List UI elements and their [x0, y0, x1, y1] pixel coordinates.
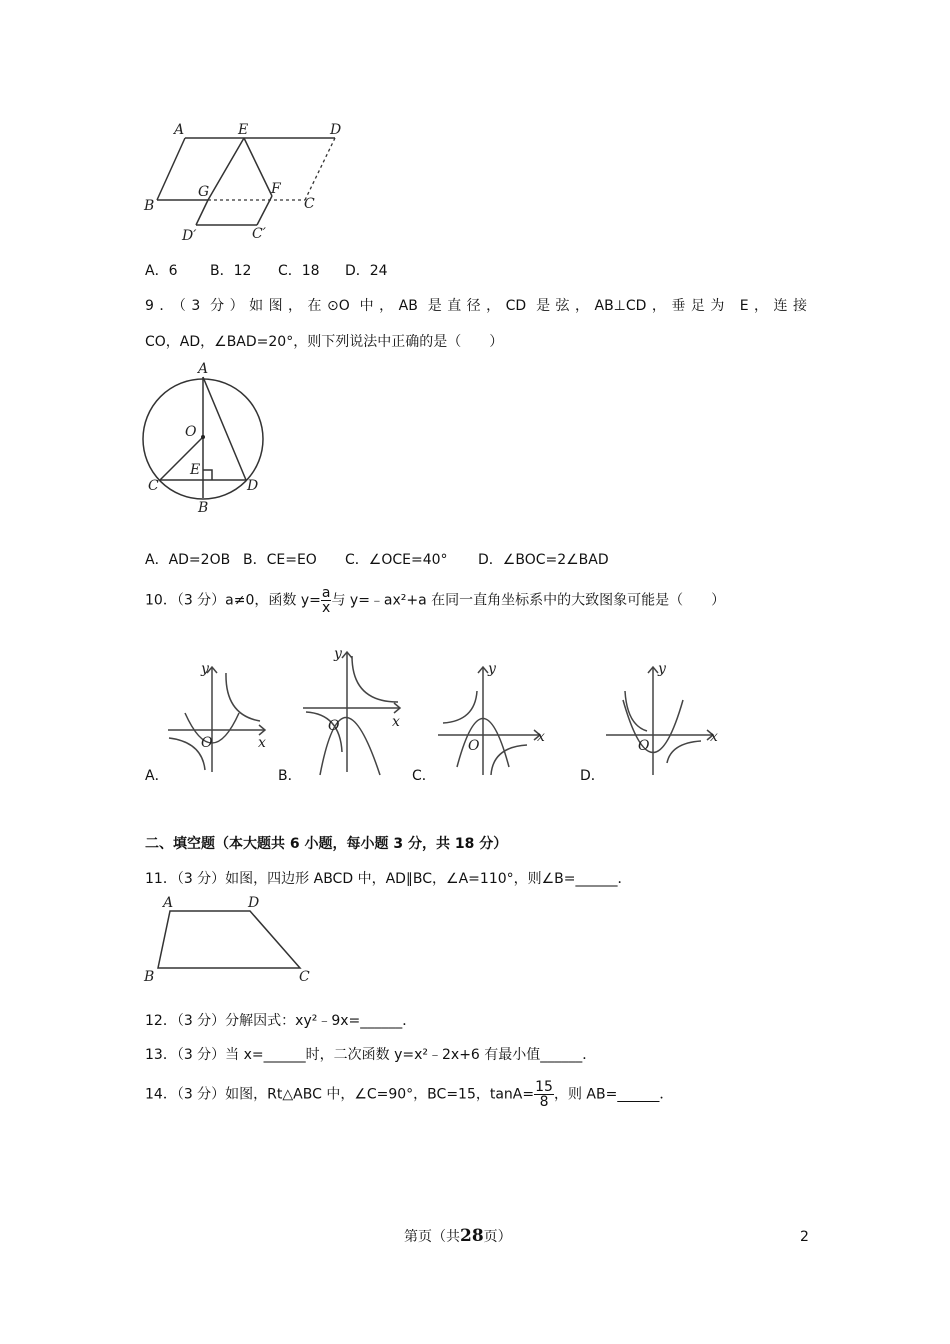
q10-b-y-label: y — [334, 646, 342, 662]
q10-a-y-label: y — [201, 661, 209, 677]
q10-c-y-label: y — [488, 661, 496, 677]
q9-label-a: A — [198, 361, 209, 377]
q8-option-c: C．18 — [278, 263, 320, 279]
q11-figure — [140, 893, 320, 988]
q10-prefix: 10．（3 分）a≠0，函数 y= — [145, 592, 321, 609]
q11-label-b: B — [144, 969, 155, 985]
q10-suffix: 与 y=﹣ax²+a 在同一直角坐标系中的大致图象可能是（ ） — [331, 592, 726, 609]
q10-option-a: A． — [145, 768, 169, 784]
q8-label-b: B — [144, 198, 155, 214]
q10-d-y-label: y — [658, 661, 666, 677]
q9-option-d: D．∠BOC=2∠BAD — [478, 552, 609, 568]
q8-figure — [140, 120, 360, 245]
q11-question: 11．（3 分）如图，四边形 ABCD 中，AD∥BC，∠A=110°，则∠B=______． — [145, 871, 632, 887]
q9-option-b: B．CE=EO — [243, 552, 317, 568]
q14-question — [145, 1080, 673, 1109]
q10-graph-d — [603, 655, 723, 780]
q8-label-d-prime: D′ — [182, 228, 197, 244]
q10-d-origin-label: O — [638, 738, 650, 754]
q8-option-b: B．12 — [210, 263, 252, 279]
q8-option-d: D．24 — [345, 263, 388, 279]
q10-c-origin-label: O — [468, 738, 480, 754]
q10-frac-den: x — [322, 600, 331, 616]
q9-label-o: O — [185, 424, 197, 440]
q11-label-c: C — [299, 969, 310, 985]
footer-pre: 第页（共 — [404, 1229, 460, 1245]
footer-post: 页） — [483, 1229, 512, 1245]
q12-question: 12．（3 分）分解因式：xy²﹣9x=______． — [145, 1013, 417, 1029]
q10-graph-c — [435, 655, 550, 780]
q8-label-c-prime: C′ — [252, 226, 266, 242]
q11-label-d: D — [248, 895, 260, 911]
q14-prefix: 14．（3 分）如图，Rt△ABC 中，∠C=90°，BC=15，tanA= — [145, 1086, 535, 1103]
q9-label-d: D — [247, 478, 259, 494]
q9-question-line2: CO，AD，∠BAD=20°，则下列说法中正确的是（ ） — [145, 334, 504, 350]
q14-frac-num: 15 — [535, 1079, 553, 1095]
section-2-heading: 二、填空题（本大题共 6 小题，每小题 3 分，共 18 分） — [145, 836, 508, 852]
q11-label-a: A — [163, 895, 174, 911]
q10-option-b: B． — [278, 768, 302, 784]
q9-label-b: B — [198, 500, 209, 516]
q14-fraction — [534, 1080, 554, 1109]
q8-label-f: F — [271, 181, 281, 197]
q13-question: 13．（3 分）当 x=______时，二次函数 y=x²﹣2x+6 有最小值______． — [145, 1047, 597, 1063]
q9-option-a: A．AD=2OB — [145, 552, 231, 568]
q10-frac-num: a — [321, 585, 331, 601]
q8-option-a: A．6 — [145, 263, 178, 279]
q10-option-d: D． — [580, 768, 605, 784]
q10-a-x-label: x — [258, 735, 266, 751]
q9-figure — [140, 360, 280, 520]
q10-b-origin-label: O — [328, 718, 340, 734]
page-number: 2 — [800, 1229, 809, 1245]
footer-total: 28 — [460, 1226, 484, 1246]
q10-b-x-label: x — [392, 714, 400, 730]
q8-label-e: E — [238, 122, 249, 138]
q9-label-e: E — [190, 462, 201, 478]
page-footer — [404, 1226, 512, 1246]
q10-question — [145, 586, 725, 615]
q9-label-c: C — [148, 478, 159, 494]
q9-question-line1: 9．（3 分）如图，在⊙O 中，AB 是直径，CD 是弦，AB⊥CD，垂足为 E，连接 — [145, 298, 807, 314]
q10-graph-b — [300, 640, 410, 780]
q8-label-g: G — [198, 184, 210, 200]
q10-fraction — [321, 586, 332, 615]
q14-frac-den: 8 — [539, 1094, 549, 1110]
q8-label-d: D — [330, 122, 342, 138]
q10-graph-a — [165, 655, 275, 780]
q8-label-a: A — [174, 122, 185, 138]
q14-suffix: ，则 AB=______． — [553, 1086, 674, 1103]
q8-label-c: C — [304, 196, 315, 212]
q10-option-c: C． — [412, 768, 436, 784]
q10-d-x-label: x — [710, 729, 718, 745]
q9-option-c: C．∠OCE=40° — [345, 552, 448, 568]
q10-a-origin-label: O — [201, 735, 213, 751]
q10-c-x-label: x — [537, 729, 545, 745]
